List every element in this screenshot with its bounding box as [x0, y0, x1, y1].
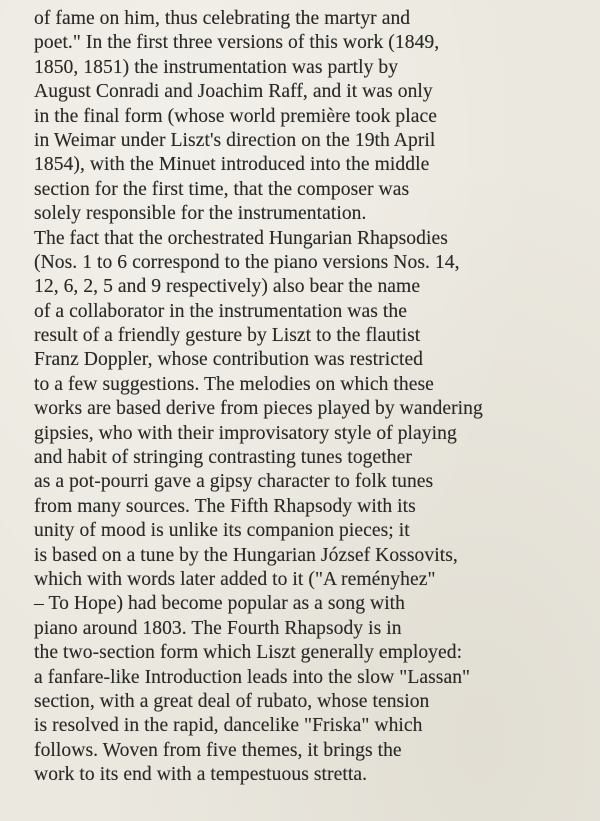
text-line: 12, 6, 2, 5 and 9 respectively) also bear the name: [34, 276, 421, 298]
text-line: of fame on him, thus celebrating the martyr and: [34, 8, 411, 29]
body-text: [34, 7, 600, 788]
text-line: which with words later added to it ("A reményhez": [34, 568, 436, 590]
text-line: The fact that the orchestrated Hungarian Rhapsodies: [34, 227, 448, 249]
text-line: follows. Woven from five themes, it brings the: [34, 739, 402, 761]
text-line: to a few suggestions. The melodies on which these: [34, 373, 434, 395]
text-line: 1850, 1851) the instrumentation was partly by: [34, 56, 399, 78]
text-line: unity of mood is unlike its companion pieces; it: [34, 520, 410, 542]
text-line: section, with a great deal of rubato, whose tension: [34, 690, 430, 712]
text-line: as a pot-pourri gave a gipsy character to folk tunes: [34, 471, 434, 493]
text-line: August Conradi and Joachim Raff, and it was only: [34, 81, 433, 103]
text-line: work to its end with a tempestuous stretta.: [34, 764, 368, 786]
text-line: 1854), with the Minuet introduced into the middle: [34, 154, 430, 176]
text-line: of a collaborator in the instrumentation was the: [34, 300, 407, 322]
text-line: section for the first time, that the composer was: [34, 178, 410, 200]
text-line: is resolved in the rapid, dancelike "Friska" which: [34, 715, 423, 737]
text-line: the two-section form which Liszt generally employed:: [34, 642, 463, 664]
text-line: works are based derive from pieces played by wandering: [34, 398, 483, 420]
text-line: is based on a tune by the Hungarian József Kossovits,: [34, 544, 458, 566]
text-line: gipsies, who with their improvisatory style of playing: [34, 422, 457, 444]
text-line: from many sources. The Fifth Rhapsody with its: [34, 495, 416, 517]
text-line: Franz Doppler, whose contribution was restricted: [34, 349, 424, 371]
text-line: result of a friendly gesture by Liszt to the flautist: [34, 325, 421, 347]
text-line: and habit of stringing contrasting tunes together: [34, 447, 412, 469]
text-line: – To Hope) had become popular as a song with: [34, 593, 406, 615]
text-line: in the final form (whose world première took place: [34, 105, 437, 127]
text-line: in Weimar under Liszt's direction on the 19th April: [34, 129, 436, 151]
text-line: solely responsible for the instrumentation.: [34, 203, 367, 225]
text-line: (Nos. 1 to 6 correspond to the piano versions Nos. 14,: [34, 251, 460, 273]
text-line: a fanfare-like Introduction leads into the slow "Lassan": [34, 666, 471, 688]
text-line: poet." In the first three versions of this work (1849,: [34, 32, 440, 54]
text-line: piano around 1803. The Fourth Rhapsody is in: [34, 617, 402, 639]
